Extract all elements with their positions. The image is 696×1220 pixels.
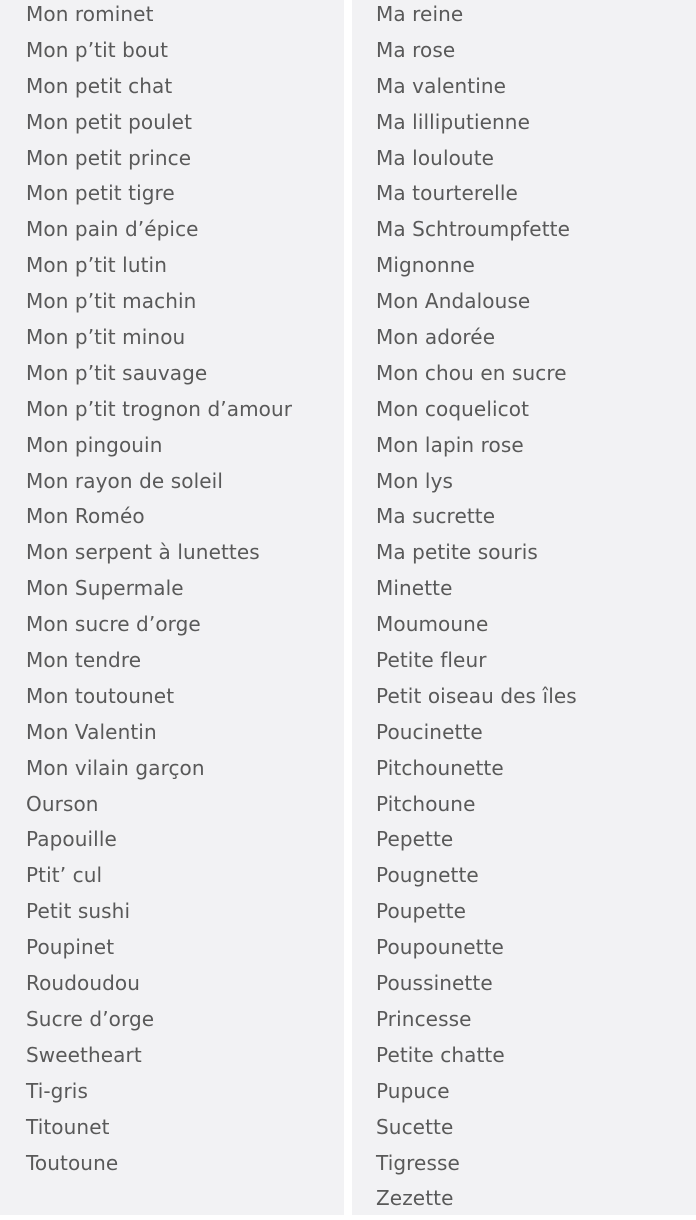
list-item: Mon p’tit machin: [26, 289, 197, 314]
list-item: Sucre d’orge: [26, 1006, 155, 1031]
list-item: Petite chatte: [376, 1042, 505, 1067]
list-item: Mon vilain garçon: [26, 755, 205, 780]
list-item: Mon p’tit trognon d’amour: [26, 396, 293, 421]
list-item: Ma tourterelle: [376, 181, 518, 206]
list-item: Mon p’tit minou: [26, 325, 186, 350]
list-item: Poupette: [376, 899, 467, 924]
list-item: Titounet: [26, 1114, 110, 1139]
right-name-column: [352, 0, 696, 1215]
list-item: Minette: [376, 576, 453, 601]
list-item: Mon tendre: [26, 648, 142, 673]
list-item: Mon Valentin: [26, 719, 157, 744]
list-item: Ptit’ cul: [26, 863, 103, 888]
list-item: Ma petite souris: [376, 540, 538, 565]
list-item: Zezette: [376, 1186, 454, 1211]
list-item: Poussinette: [376, 971, 493, 996]
list-item: Pougnette: [376, 863, 479, 888]
list-item: Roudoudou: [26, 971, 141, 996]
list-item: Mon serpent à lunettes: [26, 540, 260, 565]
list-item: Mon rayon de soleil: [26, 468, 223, 493]
list-item: Tigresse: [376, 1150, 460, 1175]
list-item: Petit oiseau des îles: [376, 683, 577, 708]
list-item: Pepette: [376, 827, 454, 852]
left-name-column: [0, 0, 344, 1215]
list-item: Ma rose: [376, 37, 456, 62]
list-item: Moumoune: [376, 612, 489, 637]
list-item: Ma Schtroumpfette: [376, 217, 570, 242]
list-item: Poucinette: [376, 719, 483, 744]
list-item: Ourson: [26, 791, 99, 816]
list-item: Mon Supermale: [26, 576, 184, 601]
list-item: Mon coquelicot: [376, 396, 530, 421]
list-item: Mon p’tit bout: [26, 37, 169, 62]
list-item: Toutoune: [26, 1150, 119, 1175]
list-item: Ma sucrette: [376, 504, 496, 529]
list-item: Mon toutounet: [26, 683, 175, 708]
list-item: Ma lilliputienne: [376, 109, 530, 134]
list-item: Petit sushi: [26, 899, 131, 924]
list-item: Mon adorée: [376, 325, 496, 350]
left-name-list: [26, 0, 344, 1184]
list-item: Poupinet: [26, 935, 115, 960]
list-item: Mon chou en sucre: [376, 360, 567, 385]
list-item: Ma louloute: [376, 145, 495, 170]
list-item: Mon lapin rose: [376, 432, 524, 457]
list-item: Mon petit prince: [26, 145, 192, 170]
list-item: Poupounette: [376, 935, 504, 960]
list-item: Mon sucre d’orge: [26, 612, 201, 637]
list-item: Mon Roméo: [26, 504, 145, 529]
list-item: Ma reine: [376, 2, 464, 26]
list-item: Sucette: [376, 1114, 454, 1139]
list-item: Mon petit poulet: [26, 109, 193, 134]
list-item: Mignonne: [376, 253, 475, 278]
list-item: Mon petit chat: [26, 73, 173, 98]
list-item: Pupuce: [376, 1078, 450, 1103]
list-item: Papouille: [26, 827, 117, 852]
list-item: Ti-gris: [26, 1078, 88, 1103]
list-item: Mon lys: [376, 468, 454, 493]
list-item: Mon pain d’épice: [26, 217, 199, 242]
list-item: Mon p’tit lutin: [26, 253, 167, 278]
list-item: Pitchounette: [376, 755, 504, 780]
list-item: Pitchoune: [376, 791, 476, 816]
list-item: Ma valentine: [376, 73, 507, 98]
list-item: Petite fleur: [376, 648, 487, 673]
list-item: Mon pingouin: [26, 432, 163, 457]
list-item: Mon rominet: [26, 2, 154, 26]
list-item: Mon p’tit sauvage: [26, 360, 208, 385]
list-item: Princesse: [376, 1006, 472, 1031]
right-name-list: [376, 0, 696, 1220]
list-item: Mon Andalouse: [376, 289, 531, 314]
list-item: Mon petit tigre: [26, 181, 175, 206]
list-item: Sweetheart: [26, 1042, 142, 1067]
